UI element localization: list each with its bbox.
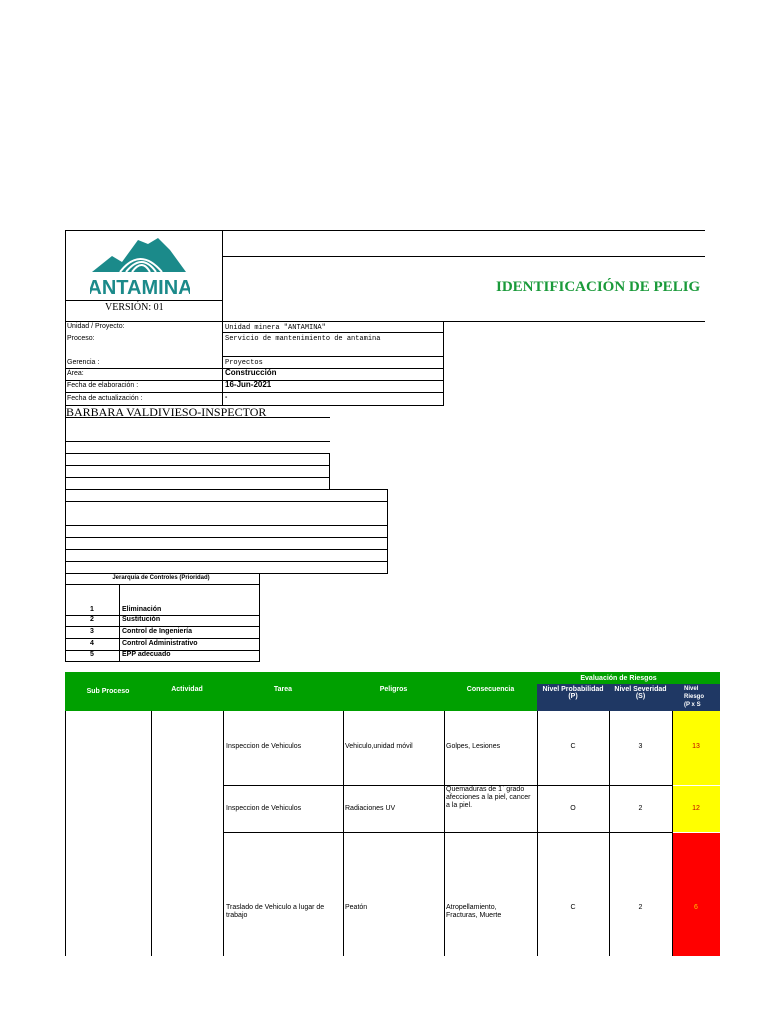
row2-peligro: Radiaciones UV xyxy=(345,805,396,812)
info-label-proceso: Proceso: xyxy=(67,335,95,342)
row1-consecuencia: Golpes, Lesiones xyxy=(446,743,501,750)
hierarchy-label-5: EPP adecuado xyxy=(122,651,171,658)
hierarchy-label-1: Eliminación xyxy=(122,606,162,613)
info-value-gerencia: Proyectos xyxy=(225,359,263,367)
row2-consecuencia: Quemaduras de 1` grado afecciones a la piel, cancer a la piel. xyxy=(446,786,531,809)
row2-probabilidad: O xyxy=(570,805,576,812)
hierarchy-title: Jerarquía de Controles (Prioridad) xyxy=(112,575,210,581)
info-value-proceso: Servicio de mantenimiento de antamina xyxy=(225,335,381,343)
hierarchy-label-4: Control Administrativo xyxy=(122,640,198,647)
hierarchy-num-5: 5 xyxy=(90,651,94,658)
eval-header-extra xyxy=(700,672,720,684)
col-nivel-line2: Riesgo xyxy=(684,694,705,700)
col-peligros: Peligros xyxy=(343,672,444,711)
info-value-fecha-elab: 16-Jun-2021 xyxy=(225,380,272,389)
info-table xyxy=(65,322,445,406)
col-nivel-riesgo xyxy=(672,684,720,711)
col-consecuencia: Consecuencia xyxy=(444,672,537,711)
row1-nivel: 13 xyxy=(692,743,700,750)
row1-tarea: Inspeccion de Vehiculos xyxy=(226,743,302,750)
row3-tarea: Traslado de Vehiculo a lugar de trabajo xyxy=(226,904,325,919)
version-line-top xyxy=(65,300,222,301)
logo-text: ANTAMINA xyxy=(90,277,190,298)
mountain-icon xyxy=(90,232,190,298)
hierarchy-num-3: 3 xyxy=(90,628,94,635)
info-value-unidad: Unidad minera "ANTAMINA" xyxy=(225,324,326,332)
eval-header: Evaluación de Riesgos xyxy=(537,672,700,684)
inspector-name: BARBARA VALDIVIESO-INSPECTOR xyxy=(66,405,267,419)
hierarchy-num-4: 4 xyxy=(90,640,94,647)
row1-probabilidad: C xyxy=(570,743,576,750)
hierarchy-label-2: Sustitución xyxy=(122,616,161,623)
info-label-unidad: Unidad / Proyecto: xyxy=(67,323,125,330)
info-label-fecha-elab: Fecha de elaboración : xyxy=(67,382,139,389)
info-value-fecha-act: - xyxy=(225,394,228,401)
row2-nivel: 12 xyxy=(692,805,700,812)
hierarchy-table xyxy=(65,573,260,662)
info-label-gerencia: Gerencia : xyxy=(67,359,100,366)
col-tarea: Tarea xyxy=(223,672,343,711)
row3-severidad: 2 xyxy=(638,904,643,911)
info-value-area: Construcción xyxy=(225,368,277,377)
version-label: VERSIÓN: 01 xyxy=(105,302,164,313)
hierarchy-num-1: 1 xyxy=(90,606,94,613)
risk-cell-3 xyxy=(673,833,720,956)
page-title: IDENTIFICACIÓN DE PELIG xyxy=(496,279,701,295)
row2-tarea: Inspeccion de Vehiculos xyxy=(226,805,302,812)
row1-severidad: 3 xyxy=(638,743,643,750)
row2-severidad: 2 xyxy=(638,805,643,812)
row3-consecuencia: Atropellamiento, Fracturas, Muerte xyxy=(446,904,502,919)
row3-peligro: Peatón xyxy=(345,904,368,911)
antamina-logo xyxy=(90,232,190,298)
header-line-top xyxy=(222,256,705,257)
header-divider xyxy=(222,230,223,322)
info-label-fecha-act: Fecha de actualización : xyxy=(67,395,143,402)
col-nivel-line3: (P x S xyxy=(684,702,701,708)
blank-lines-1 xyxy=(65,405,330,489)
col-severidad: Nivel Severidad (S) xyxy=(609,684,672,711)
row3-probabilidad: C xyxy=(570,904,576,911)
row1-peligro: Vehiculo,unidad móvil xyxy=(345,743,413,750)
row3-nivel: 6 xyxy=(694,904,698,911)
col-actividad: Actividad xyxy=(151,672,223,711)
blank-lines-2 xyxy=(65,489,388,573)
col-sub-proceso: Sub Proceso xyxy=(65,672,151,711)
info-label-area: Área: xyxy=(67,370,84,377)
col-nivel-line1: Nivel xyxy=(684,686,699,692)
hierarchy-num-2: 2 xyxy=(90,616,94,623)
col-probabilidad: Nivel Probabilidad (P) xyxy=(537,684,609,711)
hierarchy-label-3: Control de Ingeniería xyxy=(122,628,193,635)
